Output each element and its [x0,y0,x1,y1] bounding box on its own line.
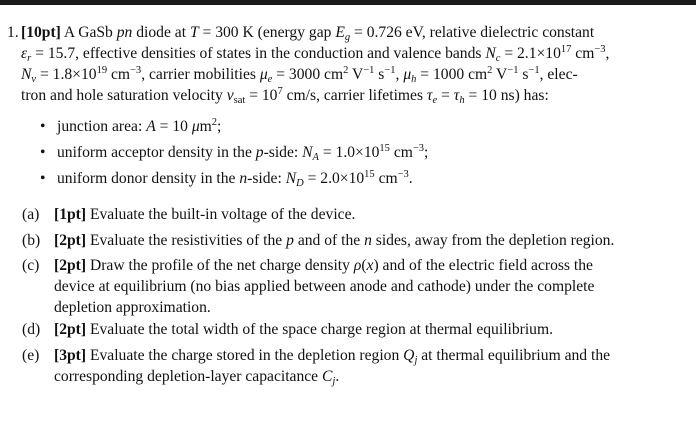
part-text: [3pt] Evaluate the charge stored in the depletion region $Q_j$ at thermal equilibrium and the corresponding depletion-layer capacitance $C_j$. [54,347,611,387]
part-label: (e) [22,347,40,364]
part-label: (b) [22,232,41,249]
problem-statement [21,22,687,106]
bullet-text: uniform donor density in the n-side: $N_D = 2.0\times 10^{15}$ $cm^{-3}$. [57,169,413,189]
problem-number: 1. [7,24,19,41]
intro-line-4: tron and hole saturation velocity $v_{sat} = 10^7$ cm/s, carrier lifetimes $\tau_e = \tau_h = 10$ ns) has: [21,86,549,106]
part-points: [3pt] [54,347,87,364]
part-label: (a) [22,206,40,223]
part-points: [2pt] [54,257,87,274]
part-points: [2pt] [54,321,87,338]
intro-line-3: $N_v = 1.8\times 10^{19}$ $cm^{-3}$, carrier mobilities $\mu_e = 3000$ $cm^2$ $V^{-1}$ $s^{-1}$, $\mu_h = 1000$ $cm^2$ $V^{-1}$ $s^{-1}$, elec- [21,65,578,85]
part-points: [1pt] [54,206,87,223]
part-line: Evaluate the total width of the space charge region at thermal equilibrium. [89,321,553,338]
bullet-text: junction area: A = 10 $\mu m^2$; [57,117,222,135]
part-label: (d) [22,321,41,338]
bullet-icon: • [40,170,46,187]
part-text: [2pt] Evaluate the resistivities of the p and of the n sides, away from the depletion region. [54,232,615,249]
part-text [54,319,686,340]
part-text [54,204,686,225]
bullet-icon: • [40,144,46,161]
part-line: depletion approximation. [54,299,211,316]
part-text: [2pt] Draw the profile of the net charge density ρ(x) and of the electric field across the device at equilibrium (no bias applied between anode and cathode) under the complete depletion approximation. [54,255,686,318]
intro-line-1: [10pt] A GaSb pn diode at T = 300 K (energy gap $E_g = 0.726$ eV, relative dielectric constant [21,24,595,43]
intro-line-2: $\varepsilon_r = 15.7$, effective densities of states in the conduction and valence bands $N_c = 2.1\times 10^{17}$ $cm^{-3}$, [21,44,610,64]
problem-points: [10pt] [21,24,61,41]
part-line: device at equilibrium (no bias applied between anode and cathode) under the complete [54,278,595,295]
bullet-icon: • [40,118,46,135]
top-border [0,0,696,5]
part-points: [2pt] [54,232,87,249]
bullet-text: uniform acceptor density in the p-side: $N_A = 1.0\times 10^{15}$ $cm^{-3}$; [57,143,429,163]
part-line: Evaluate the built-in voltage of the device. [89,206,356,223]
part-label: (c) [22,257,40,274]
